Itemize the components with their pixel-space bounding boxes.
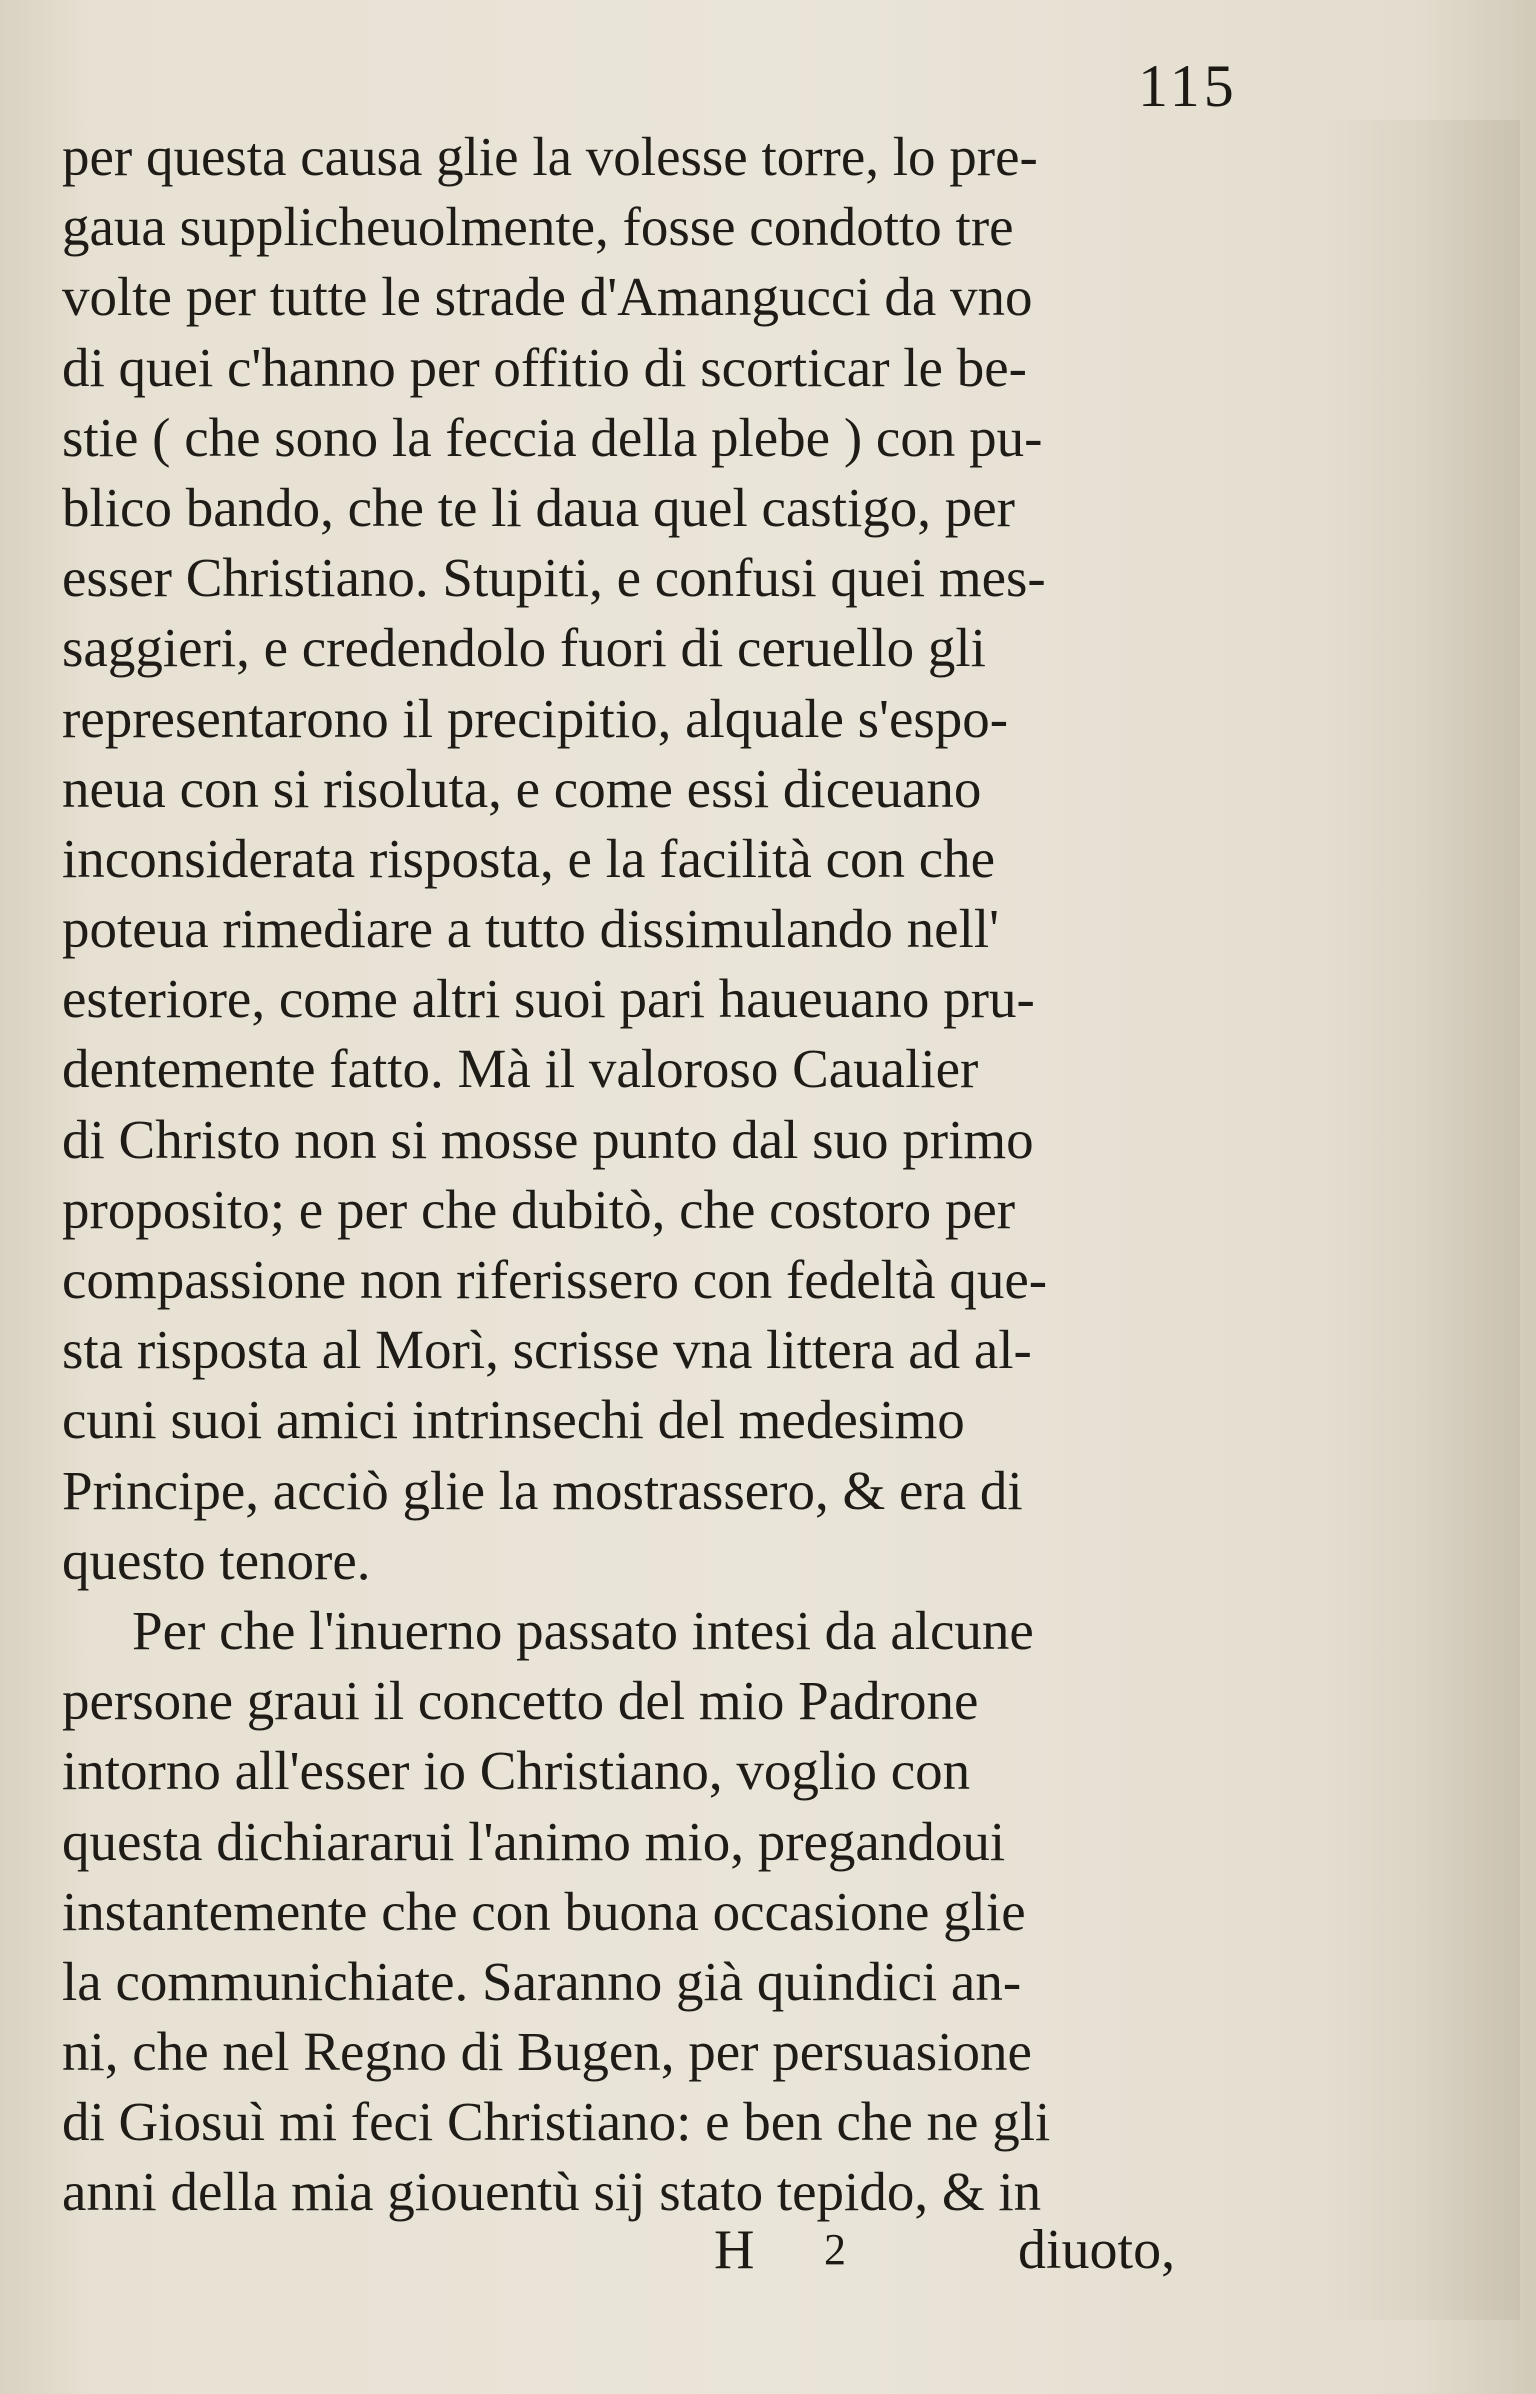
text-line: instantemente che con buona occasione glie [62, 1880, 1026, 1942]
text-line: poteua rimediare a tutto dissimulando nell' [62, 898, 1000, 960]
show-through-shadow [1320, 120, 1520, 2320]
text-line: neua con si risoluta, e come essi diceuano [62, 757, 982, 819]
text-line: di quei c'hanno per offitio di scorticar le be- [62, 336, 1027, 398]
text-line: anni della mia giouentù sij stato tepido, & in [62, 2161, 1042, 2223]
text-line: questa dichiararui l'animo mio, pregandoui [62, 1810, 1006, 1872]
text-line: dentemente fatto. Mà il valoroso Caualier [62, 1038, 979, 1100]
text-line: di Giosuì mi feci Christiano: e ben che ne gli [62, 2091, 1051, 2153]
body-text [62, 122, 1312, 2228]
catchword: diuoto, [1018, 2219, 1176, 2281]
page-number: 115 [1138, 53, 1238, 119]
text-line: saggieri, e credendolo fuori di ceruello gli [62, 617, 986, 679]
text-line: esteriore, come altri suoi pari haueuano pru- [62, 968, 1035, 1030]
text-line: gaua supplicheuolmente, fosse condotto tre [62, 196, 1014, 258]
text-line: blico bando, che te li daua quel castigo, per [62, 476, 1015, 538]
text-line: volte per tutte le strade d'Amangucci da vno [62, 266, 1033, 328]
paragraph-start-line: Per che l'inuerno passato intesi da alcune [132, 1599, 1034, 1661]
signature-letter: H [714, 2219, 755, 2281]
page-footer [700, 2218, 1260, 2290]
text-line: ni, che nel Regno di Bugen, per persuasione [62, 2021, 1032, 2083]
text-line: sta risposta al Morì, scrisse vna littera ad al- [62, 1319, 1032, 1381]
text-line: proposito; e per che dubitò, che costoro per [62, 1178, 1016, 1240]
text-line: Principe, acciò glie la mostrassero, & era di [62, 1459, 1023, 1521]
text-line: esser Christiano. Stupiti, e confusi quei mes- [62, 547, 1046, 609]
text-line: di Christo non si mosse punto dal suo primo [62, 1108, 1034, 1170]
text-line: la communichiate. Saranno già quindici an- [62, 1950, 1022, 2012]
text-line: persone graui il concetto del mio Padrone [62, 1670, 979, 1732]
text-line: stie ( che sono la feccia della plebe ) con pu- [62, 406, 1043, 468]
text-line: questo tenore. [62, 1529, 371, 1591]
text-line: per questa causa glie la volesse torre, lo pre- [62, 126, 1038, 187]
signature-number: 2 [824, 2225, 846, 2274]
text-line: representarono il precipitio, alquale s'espo- [62, 687, 1009, 749]
text-line: cuni suoi amici intrinsechi del medesimo [62, 1389, 965, 1451]
text-line: compassione non riferissero con fedeltà que- [62, 1249, 1048, 1310]
text-line: intorno all'esser io Christiano, voglio con [62, 1740, 971, 1802]
text-line: inconsiderata risposta, e la facilità con che [62, 827, 996, 889]
